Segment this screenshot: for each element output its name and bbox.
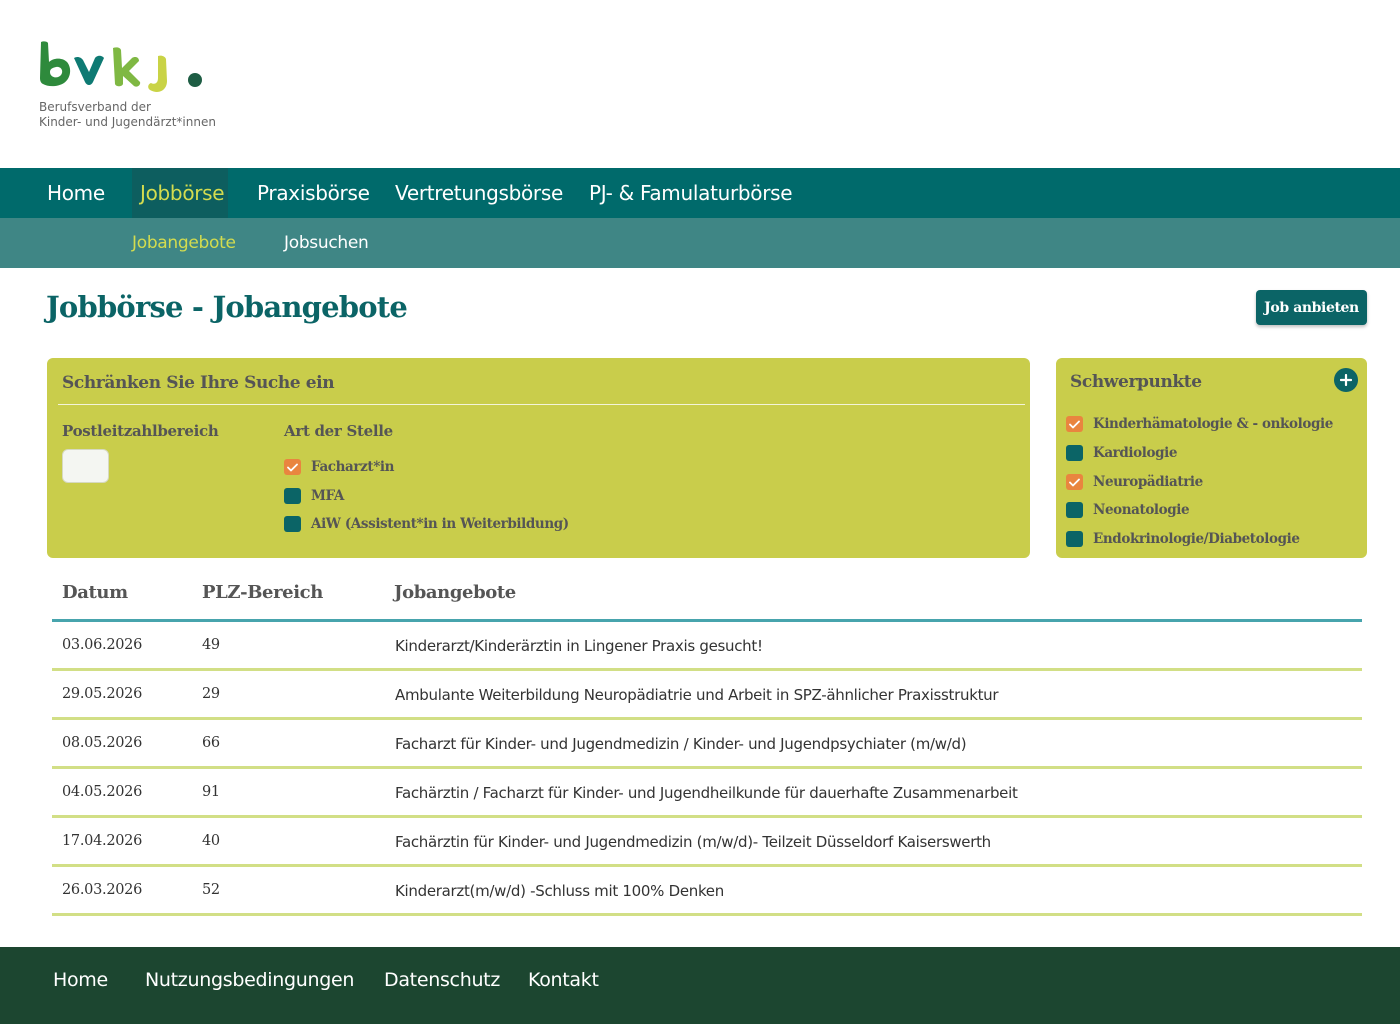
focus-option-neuropaediatrie[interactable]	[1066, 473, 1203, 491]
footer-link-datenschutz[interactable]: Datenschutz	[384, 969, 501, 991]
column-header-job[interactable]: Jobangebote	[394, 582, 516, 603]
row-plz: 40	[202, 833, 220, 849]
checkbox-checked-icon[interactable]	[1066, 416, 1083, 432]
checkbox-checked-icon[interactable]	[284, 459, 301, 475]
table-header	[52, 568, 1362, 622]
row-job-link[interactable]: Ambulante Weiterbildung Neuropädiatrie und Arbeit in SPZ-ähnlicher Praxisstruktur	[395, 686, 999, 704]
row-plz: 52	[202, 882, 220, 898]
expand-plus-icon[interactable]	[1334, 368, 1358, 392]
table-row[interactable]	[52, 867, 1362, 916]
focus-option-haematologie[interactable]	[1066, 415, 1333, 433]
type-option-label: Facharzt*in	[311, 459, 394, 475]
plz-input[interactable]	[62, 449, 109, 483]
table-row[interactable]	[52, 720, 1362, 769]
filter-divider	[58, 404, 1025, 405]
table-row[interactable]	[52, 622, 1362, 671]
logo-tagline-line2: Kinder- und Jugendärzt*innen	[39, 115, 216, 129]
focus-option-label: Endokrinologie/Diabetologie	[1093, 531, 1300, 547]
row-date: 17.04.2026	[62, 833, 143, 849]
row-date: 29.05.2026	[62, 686, 143, 702]
footer-link-kontakt[interactable]: Kontakt	[528, 969, 599, 991]
plz-label: Postleitzahlbereich	[62, 422, 219, 440]
column-header-plz[interactable]: PLZ-Bereich	[202, 582, 323, 603]
job-type-label: Art der Stelle	[284, 422, 393, 440]
row-date: 26.03.2026	[62, 882, 143, 898]
bvkj-logo-mark	[38, 38, 208, 93]
job-anbieten-button[interactable]: Job anbieten	[1256, 290, 1367, 325]
main-navigation	[0, 168, 1400, 218]
focus-option-neonatologie[interactable]	[1066, 501, 1189, 519]
job-offers-table	[52, 568, 1362, 916]
table-row[interactable]	[52, 671, 1362, 720]
focus-option-label: Kardiologie	[1093, 445, 1178, 461]
type-option-label: MFA	[311, 488, 345, 504]
focus-option-label: Neonatologie	[1093, 502, 1190, 518]
checkbox-icon[interactable]	[284, 516, 301, 532]
type-option-facharzt[interactable]	[284, 458, 394, 476]
filter-heading: Schränken Sie Ihre Suche ein	[62, 373, 335, 393]
search-filter-panel	[47, 358, 1030, 558]
checkbox-icon[interactable]	[1066, 531, 1083, 547]
schwerpunkte-panel	[1056, 358, 1367, 558]
type-option-aiw[interactable]	[284, 515, 569, 533]
row-job-link[interactable]: Kinderarzt(m/w/d) -Schluss mit 100% Denken	[395, 882, 724, 900]
row-date: 03.06.2026	[62, 637, 143, 653]
subnav-jobangebote[interactable]: Jobangebote	[132, 233, 236, 253]
row-plz: 49	[202, 637, 220, 653]
nav-pj-famulaturboerse[interactable]: PJ- & Famulaturbörse	[589, 181, 793, 205]
checkbox-icon[interactable]	[1066, 502, 1083, 518]
column-header-date[interactable]: Datum	[62, 582, 128, 603]
type-option-mfa[interactable]	[284, 487, 344, 505]
subnav-jobsuchen[interactable]: Jobsuchen	[284, 233, 369, 253]
table-row[interactable]	[52, 818, 1362, 867]
checkbox-checked-icon[interactable]	[1066, 474, 1083, 490]
nav-praxisboerse[interactable]: Praxisbörse	[257, 181, 370, 205]
focus-heading: Schwerpunkte	[1070, 372, 1202, 392]
logo-tagline	[39, 100, 216, 130]
table-row[interactable]	[52, 769, 1362, 818]
nav-home[interactable]: Home	[47, 181, 105, 205]
row-plz: 29	[202, 686, 220, 702]
footer-link-home[interactable]: Home	[53, 969, 108, 991]
row-date: 04.05.2026	[62, 784, 143, 800]
row-plz: 66	[202, 735, 220, 751]
bvkj-logo[interactable]	[38, 38, 218, 138]
row-plz: 91	[202, 784, 220, 800]
site-footer	[0, 947, 1400, 1024]
row-job-link[interactable]: Facharzt für Kinder- und Jugendmedizin / Kinder- und Jugendpsychiater (m/w/d)	[395, 735, 967, 753]
sub-navigation	[0, 218, 1400, 268]
row-job-link[interactable]: Fachärztin / Facharzt für Kinder- und Jugendheilkunde für dauerhafte Zusammenarbeit	[395, 784, 1018, 802]
site-header	[0, 0, 1400, 168]
checkbox-icon[interactable]	[284, 488, 301, 504]
checkbox-icon[interactable]	[1066, 445, 1083, 461]
row-date: 08.05.2026	[62, 735, 143, 751]
row-job-link[interactable]: Fachärztin für Kinder- und Jugendmedizin (m/w/d)- Teilzeit Düsseldorf Kaiserswerth	[395, 833, 991, 851]
page-title: Jobbörse - Jobangebote	[46, 290, 408, 324]
type-option-label: AiW (Assistent*in in Weiterbildung)	[311, 516, 569, 532]
nav-vertretungsboerse[interactable]: Vertretungsbörse	[395, 181, 563, 205]
focus-option-label: Kinderhämatologie & - onkologie	[1093, 416, 1333, 432]
focus-option-endokrinologie[interactable]	[1066, 530, 1300, 548]
focus-option-label: Neuropädiatrie	[1093, 474, 1203, 490]
footer-link-nutzungsbedingungen[interactable]: Nutzungsbedingungen	[145, 969, 355, 991]
nav-jobboerse[interactable]: Jobbörse	[132, 168, 228, 218]
focus-option-kardiologie[interactable]	[1066, 444, 1177, 462]
row-job-link[interactable]: Kinderarzt/Kinderärztin in Lingener Praxis gesucht!	[395, 637, 763, 655]
logo-tagline-line1: Berufsverband der	[39, 100, 151, 114]
